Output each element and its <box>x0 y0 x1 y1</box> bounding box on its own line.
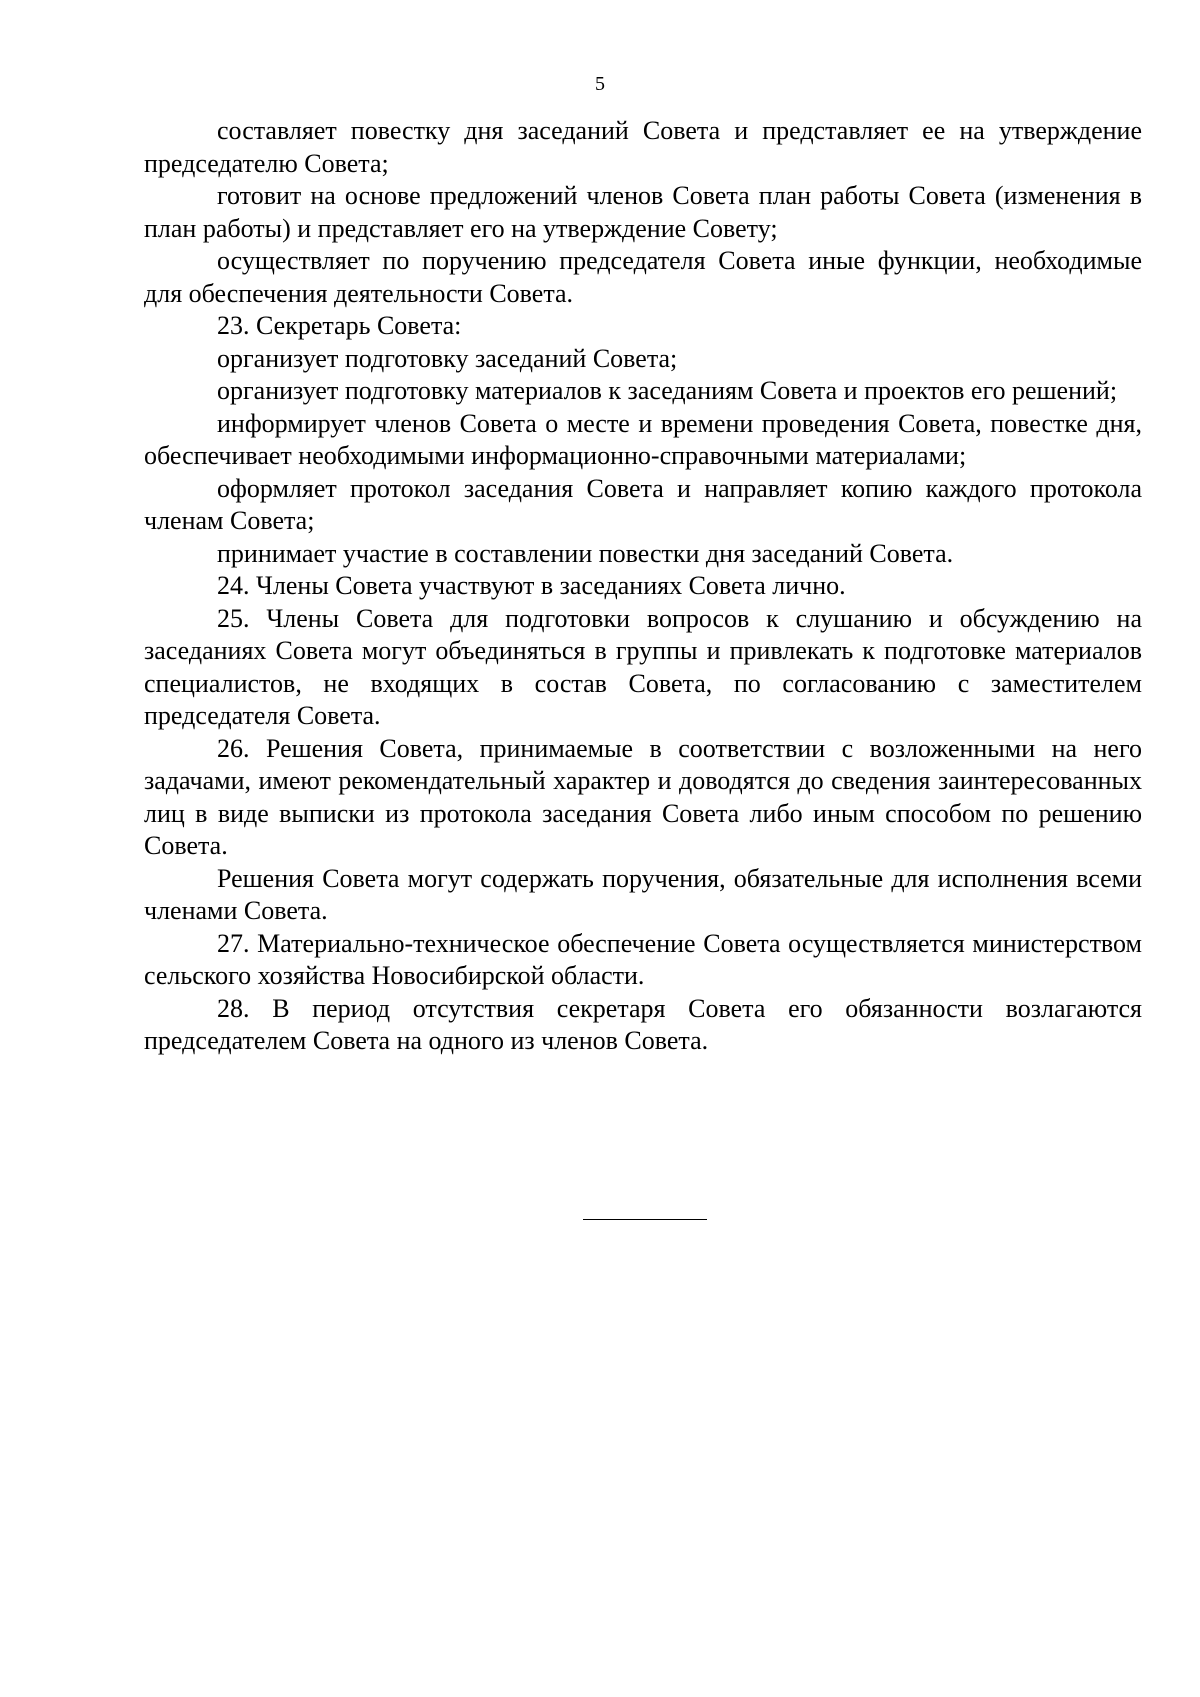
section-heading: 23. Секретарь Совета: <box>217 311 462 340</box>
paragraph: организует подготовку заседаний Совета; <box>217 343 678 373</box>
end-separator-line <box>583 1219 707 1220</box>
paragraph: осуществляет по поручению председателя Совета иные функции, необходимые для обеспечения деятельности Совета. <box>144 246 1142 308</box>
paragraph: принимает участие в составлении повестки дня заседаний Совета. <box>217 538 954 568</box>
numbered-paragraph: 25. Члены Совета для подготовки вопросов к слушанию и обсуждению на заседаниях Совета могут объединяться в группы и привлекать к подготовке материалов специалистов, не входящих в состав Совета, по согласованию с заместителем председателя Совета. <box>144 603 1142 730</box>
paragraph: составляет повестку дня заседаний Совета и представляет ее на утверждение председателю Совета; <box>144 116 1142 178</box>
numbered-paragraph: 26. Решения Совета, принимаемые в соответствии с возложенными на него задачами, имеют рекомендательный характер и доводятся до сведения заинтересованных лиц в виде выписки из протокола заседания Совета либо иным способом по решению Совета. <box>144 733 1142 860</box>
paragraph: оформляет протокол заседания Совета и направляет копию каждого протокола членам Совета; <box>144 473 1142 535</box>
paragraph: организует подготовку материалов к заседаниям Совета и проектов его решений; <box>217 376 1118 405</box>
paragraph: готовит на основе предложений членов Совета план работы Совета (изменения в план работы) и представляет его на утверждение Совету; <box>144 181 1142 243</box>
document-body <box>144 115 1142 1058</box>
page-number: 5 <box>595 73 605 95</box>
numbered-paragraph: 27. Материально-техническое обеспечение Совета осуществляется министерством сельского хозяйства Новосибирской области. <box>144 928 1142 990</box>
numbered-paragraph: 24. Члены Совета участвуют в заседаниях Совета лично. <box>217 571 846 600</box>
numbered-paragraph: 28. В период отсутствия секретаря Совета его обязанности возлагаются председателем Совета на одного из членов Совета. <box>144 993 1142 1055</box>
paragraph: информирует членов Совета о месте и времени проведения Совета, повестке дня, обеспечивает необходимыми информационно-справочными материалами; <box>144 408 1142 470</box>
paragraph: Решения Совета могут содержать поручения, обязательные для исполнения всеми членами Совета. <box>144 863 1142 925</box>
